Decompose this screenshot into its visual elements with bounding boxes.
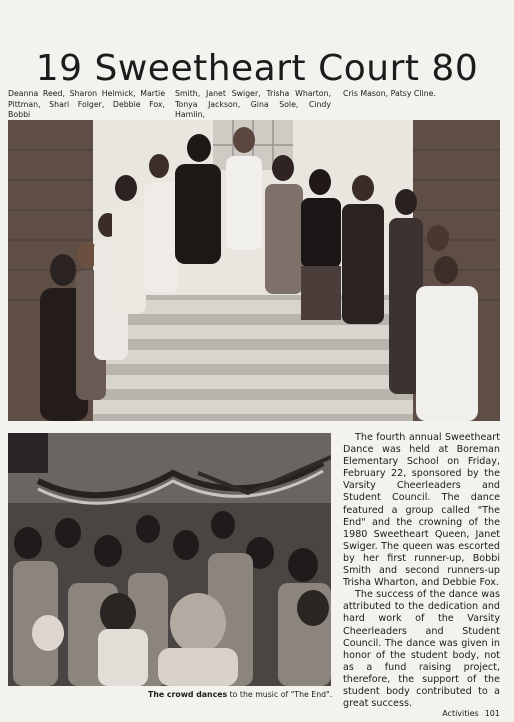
caption-lead: The crowd dances [148,690,228,699]
court-group-photo [8,120,500,421]
article-paragraph-2: The success of the dance was attributed to the dedication and hard work of the Varsity Cheerleaders and Student Council. The dance was given in honor of the student body, not as a fund raising project, therefore, the support of the student body contributed to a great success. [343,589,500,710]
page-number: 101 [484,709,500,718]
page-title: 19 Sweetheart Court 80 [35,48,479,89]
section-label: Activities [442,709,479,718]
photo-caption [148,690,333,700]
court-names-col1: Deanna Reed, Sharon Helmick, Martie Pittman, Shari Folger, Debbie Fox, Bobbi [8,89,165,119]
dance-crowd-photo [8,433,331,686]
court-names-col3: Cris Mason, Patsy Cline. [343,89,436,98]
article-paragraph-1: The fourth annual Sweetheart Dance was held at Boreman Elementary School on Friday, February 22, sponsored by the Varsity Cheerleaders and Student Council. The dance featured a group called "The End" and the crowning of the 1980 Sweetheart Queen, Janet Swiger. The queen was escorted by her first runner-up, Bobbi Smith and second runners-up Trisha Wharton, and Debbie Fox. [343,432,500,589]
article-body [343,432,500,710]
page-footer [436,709,500,718]
caption-text: to the music of "The End". [227,690,333,699]
court-names-col2: Smith, Janet Swiger, Trisha Wharton, Tonya Jackson, Gina Sole, Cindy Hamlin, [175,89,331,119]
